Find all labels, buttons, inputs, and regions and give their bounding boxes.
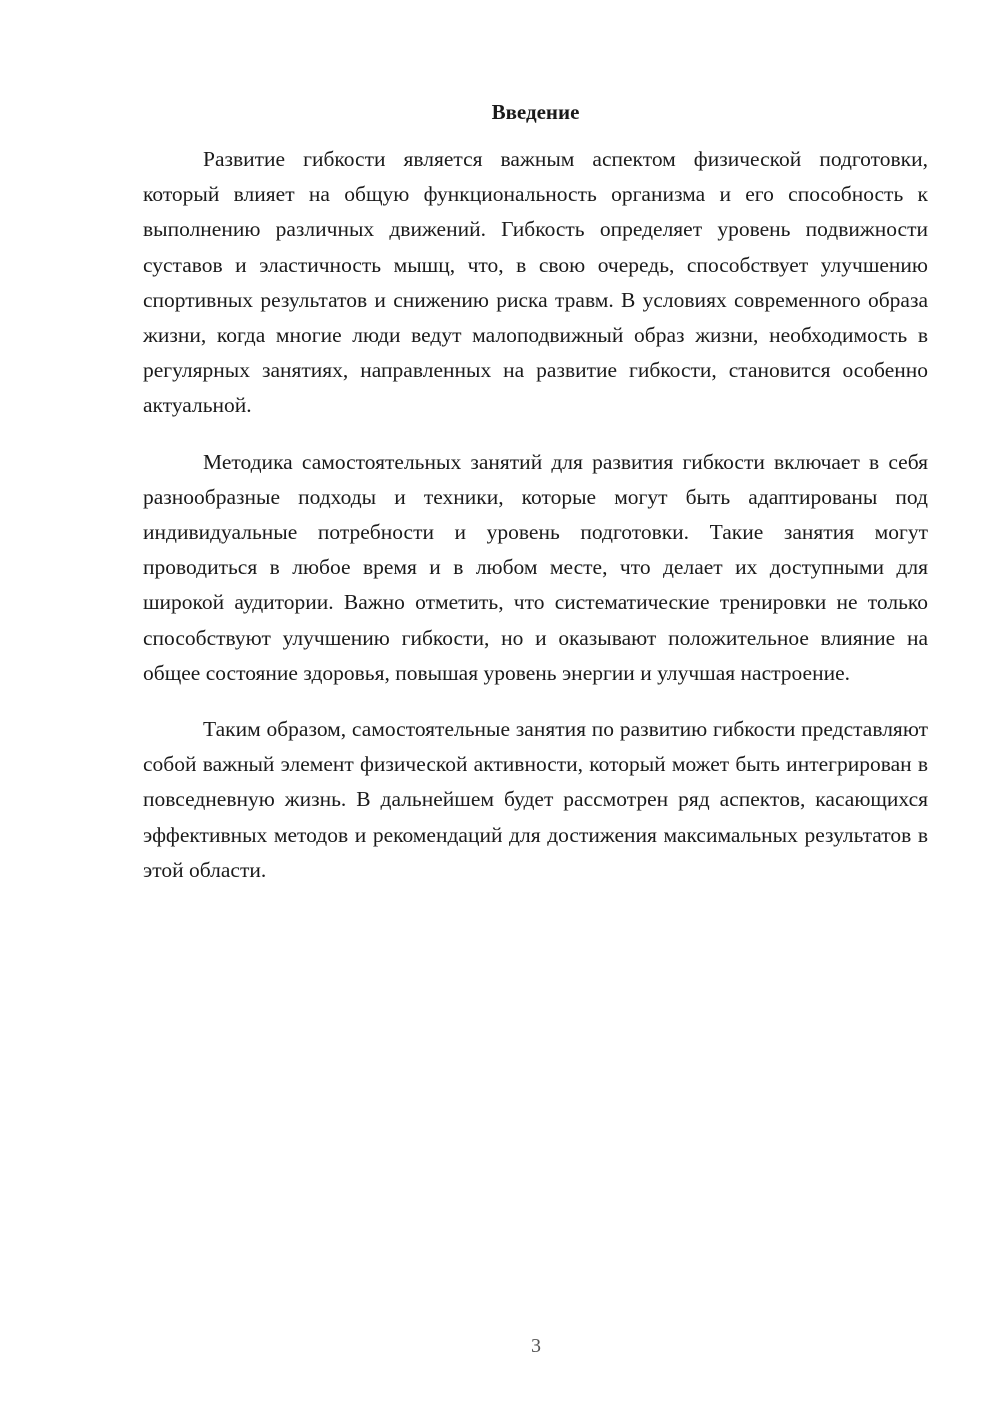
paragraph-3: Таким образом, самостоятельные занятия по развитию гибкости представляют собой важный элемент физической активности, который может быть интегрирован в повседневную жизнь. В дальнейшем будет рассмотрен ряд аспектов, касающихся эффективных методов и рекомендаций для достижения максимальных результатов в этой области. (143, 717, 928, 882)
page-number: 3 (531, 1335, 541, 1357)
paragraph-2: Методика самостоятельных занятий для развития гибкости включает в себя разнообразные подходы и техники, которые могут быть адаптированы под индивидуальные потребности и уровень подготовки. Такие занятия могут проводиться в любое время и в любом месте, что делает их доступными для широкой аудитории. Важно отметить, что систематические тренировки не только способствуют улучшению гибкости, но и оказывают положительное влияние на общее состояние здоровья, повышая уровень энергии и улучшая настроение. (143, 449, 928, 685)
section-heading: Введение (491, 100, 580, 124)
paragraph-1: Развитие гибкости является важным аспектом физической подготовки, который влияет на общую функциональность организма и его способность к выполнению различных движений. Гибкость определяет уровень подвижности суставов и эластичность мышц, что, в свою очередь, способствует улучшению спортивных результатов и снижению риска травм. В условиях современного образа жизни, когда многие люди ведут малоподвижный образ жизни, необходимость в регулярных занятиях, направленных на развитие гибкости, становится особенно актуальной. (143, 147, 928, 418)
body-text (143, 142, 928, 909)
